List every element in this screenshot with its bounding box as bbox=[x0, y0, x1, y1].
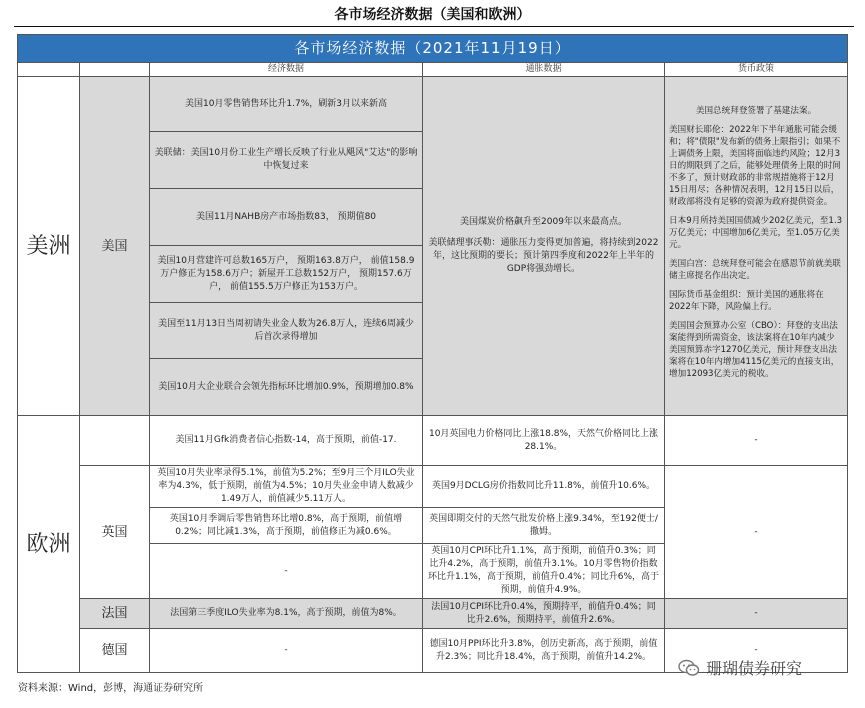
europe-country-blank bbox=[80, 416, 150, 466]
header-empty-country bbox=[80, 63, 150, 77]
country-france: 法国 bbox=[80, 599, 150, 629]
us-economic-item: 美国10月大企业联合会领先指标环比增加0.9%，预期增加0.8% bbox=[150, 359, 423, 416]
us-monetary-item: 美国国会预算办公室（CBO）：拜登的支出法案能得到所需资金，该法案将在10年内减少美国预算赤字1270亿美元，预计拜登支出法案将在10年内增加4115亿美元的直接支出，增加12093亿美元的税收。 bbox=[669, 321, 840, 379]
us-economic-item: 美联储：美国10月份工业生产增长反映了行业从飓风"艾达"的影响中恢复过来 bbox=[150, 132, 423, 189]
source-note: 资料来源：Wind，彭博，海通证券研究所 bbox=[18, 683, 204, 694]
header-monetary: 货币政策 bbox=[665, 63, 848, 77]
us-monetary-item: 美国财长耶伦：2022年下半年通胀可能会缓和；将"债限"发布新的债务上限指引；如果不上调债务上限，美国将面临违约风险；12月3日的期限到了之后，能够处理债务上限的时间不多了，预计财政部的非常规措施将于12月15日用尽；各种情况表明，12月15日以后，财政部将没有足够的资源为政府提供资金。 bbox=[669, 125, 841, 207]
germany-monetary-item: - bbox=[665, 629, 848, 673]
us-economic-item: 美国至11月13日当周初请失业金人数为26.8万人，连续6周减少后首次录得增加 bbox=[150, 303, 423, 359]
header-economic: 经济数据 bbox=[150, 63, 423, 77]
wechat-icon bbox=[678, 659, 700, 677]
us-monetary-item: 国际货币基金组织：预计美国的通胀将在2022年下降，风险偏上行。 bbox=[669, 290, 824, 312]
economic-data-table bbox=[17, 34, 848, 673]
region-europe: 欧洲 bbox=[18, 416, 80, 673]
title-divider bbox=[14, 26, 854, 27]
us-monetary-item: 美国总统拜登签署了基建法案。 bbox=[695, 106, 817, 116]
us-inflation-item: 美联储理事沃勒：通胀压力变得更加普遍，将持续到2022年，这比预期的要长；预计第四季度和2022年上半年的GDP将强劲增长。 bbox=[428, 238, 659, 274]
europe-inflation-item: 10月英国电力价格同比上涨18.8%，天然气价格同比上涨28.1%。 bbox=[423, 416, 665, 466]
us-monetary-item: 美国白宫：总统拜登可能会在感恩节前就美联储主席提名作出决定。 bbox=[669, 259, 841, 281]
us-monetary-cell bbox=[665, 77, 848, 416]
page-title: 各市场经济数据（美国和欧洲） bbox=[334, 7, 531, 23]
france-economic-item: 法国第三季度ILO失业率为8.1%，高于预期，前值为8%。 bbox=[150, 599, 423, 629]
us-economic-item: 美国10月营建许可总数165万户， 预期163.8万户， 前值158.9万户修正为158.6万户；新屋开工总数152万户， 预期157.6万户， 前值155.5万户修正为153万户。 bbox=[150, 246, 423, 303]
region-americas: 美洲 bbox=[18, 77, 80, 416]
europe-monetary-item: - bbox=[665, 416, 848, 466]
uk-inflation-item: 英国即期交付的天然气批发价格上涨9.34%，至192便士/撒姆。 bbox=[423, 508, 665, 544]
table-banner: 各市场经济数据（2021年11月19日） bbox=[18, 35, 848, 63]
uk-inflation-item: 英国9月DCLG房价指数同比升11.8%，前值升10.6%。 bbox=[423, 466, 665, 508]
germany-inflation-item: 德国10月PPI环比升3.8%，创历史新高，高于预期，前值升2.3%；同比升18.4%，高于预期，前值升14.2%。 bbox=[423, 629, 665, 673]
uk-inflation-item: 英国10月CPI环比升1.1%，高于预期，前值升0.3%；同比升4.2%，高于预期，前值升3.1%。10月零售物价指数环比升1.1%，高于预期，前值升0.4%；同比升6%，高于预期，前值升4.9%。 bbox=[423, 544, 665, 599]
uk-economic-item: - bbox=[150, 544, 423, 599]
france-inflation-item: 法国10月CPI环比升0.4%，预期持平，前值升0.4%；同比升2.6%，预期持平，前值升2.6%。 bbox=[423, 599, 665, 629]
header-inflation: 通胀数据 bbox=[423, 63, 665, 77]
us-economic-item: 美国11月NAHB房产市场指数83， 预期值80 bbox=[150, 189, 423, 246]
uk-economic-item: 英国10月失业率录得5.1%，前值为5.2%；至9月三个月ILO失业率为4.3%，低于预期，前值为4.5%；10月失业金申请人数减少1.49万人，前值减少5.11万人。 bbox=[150, 466, 423, 508]
watermark-text: 珊瑚债券研究 bbox=[706, 659, 803, 678]
us-inflation-cell bbox=[423, 77, 665, 416]
country-us: 美国 bbox=[80, 77, 150, 416]
europe-economic-item: 美国11月Gfk消费者信心指数-14，高于预期，前值-17. bbox=[150, 416, 423, 466]
us-economic-item: 美国10月零售销售环比升1.7%，刷新3月以来新高 bbox=[150, 77, 423, 132]
us-monetary-item: 日本9月所持美国国债减少202亿美元，至1.3万亿美元；中国增加6亿美元，至1.05万亿美元。 bbox=[669, 216, 843, 250]
header-empty-region bbox=[18, 63, 80, 77]
uk-economic-item: 英国10月季调后零售销售环比增0.8%，高于预期，前值增0.2%；同比减1.3%，高于预期，前值修正为减0.6%。 bbox=[150, 508, 423, 544]
uk-monetary-item: - bbox=[665, 466, 848, 599]
country-uk: 英国 bbox=[80, 466, 150, 599]
us-inflation-item: 美国煤炭价格飙升至2009年以来最高点。 bbox=[460, 217, 627, 227]
country-germany: 德国 bbox=[80, 629, 150, 673]
france-monetary-item: - bbox=[665, 599, 848, 629]
germany-economic-item: - bbox=[150, 629, 423, 673]
watermark bbox=[678, 656, 802, 679]
